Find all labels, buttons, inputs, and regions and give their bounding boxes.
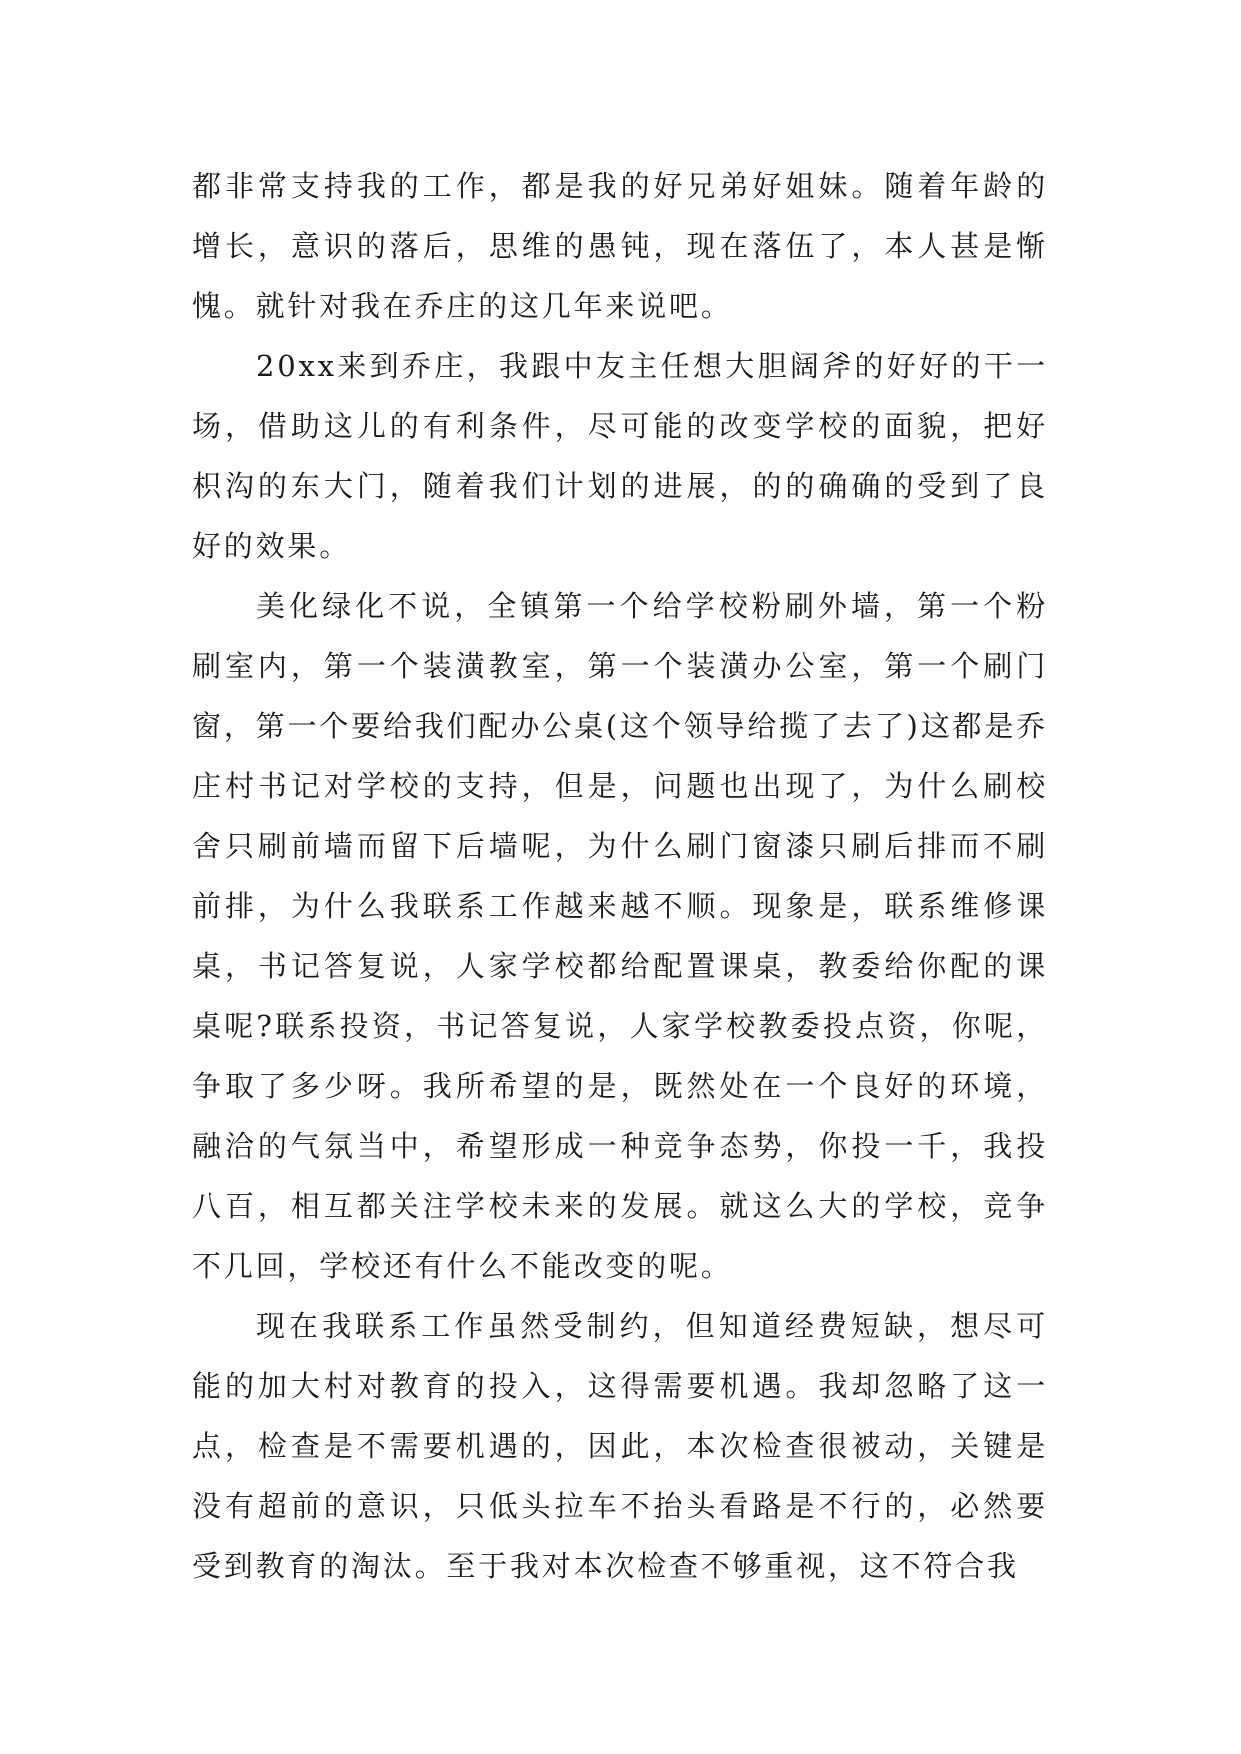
paragraph-4: 现在我联系工作虽然受制约，但知道经费短缺，想尽可能的加大村对教育的投入，这得需要机遇。我却忽略了这一点，检查是不需要机遇的，因此，本次检查很被动，关键是没有超前的意识，只低头拉车不抬头看路是不行的，必然要受到教育的淘汰。至于我对本次检查不够重视，这不符合我 xyxy=(192,1309,1048,1583)
document-body xyxy=(192,156,1048,1596)
paragraph-2: 20xx来到乔庄，我跟中友主任想大胆阔斧的好好的干一场，借助这儿的有利条件，尽可能的改变学校的面貌，把好枳沟的东大门，随着我们计划的进展，的的确确的受到了良好的效果。 xyxy=(192,349,1048,563)
paragraph-3: 美化绿化不说，全镇第一个给学校粉刷外墙，第一个粉刷室内，第一个装潢教室，第一个装潢办公室，第一个刷门窗，第一个要给我们配办公桌(这个领导给揽了去了)这都是乔庄村书记对学校的支持，但是，问题也出现了，为什么刷校舍只刷前墙而留下后墙呢，为什么刷门窗漆只刷后排而不刷前排，为什么我联系工作越来越不顺。现象是，联系维修课桌，书记答复说，人家学校都给配置课桌，教委给你配的课桌呢?联系投资，书记答复说，人家学校教委投点资，你呢，争取了多少呀。我所希望的是，既然处在一个良好的环境，融洽的气氛当中，希望形成一种竞争态势，你投一千，我投八百，相互都关注学校未来的发展。就这么大的学校，竞争不几回，学校还有什么不能改变的呢。 xyxy=(192,589,1048,1283)
paragraph-1: 都非常支持我的工作，都是我的好兄弟好姐妹。随着年龄的增长，意识的落后，思维的愚钝，现在落伍了，本人甚是惭愧。就针对我在乔庄的这几年来说吧。 xyxy=(192,169,1048,323)
